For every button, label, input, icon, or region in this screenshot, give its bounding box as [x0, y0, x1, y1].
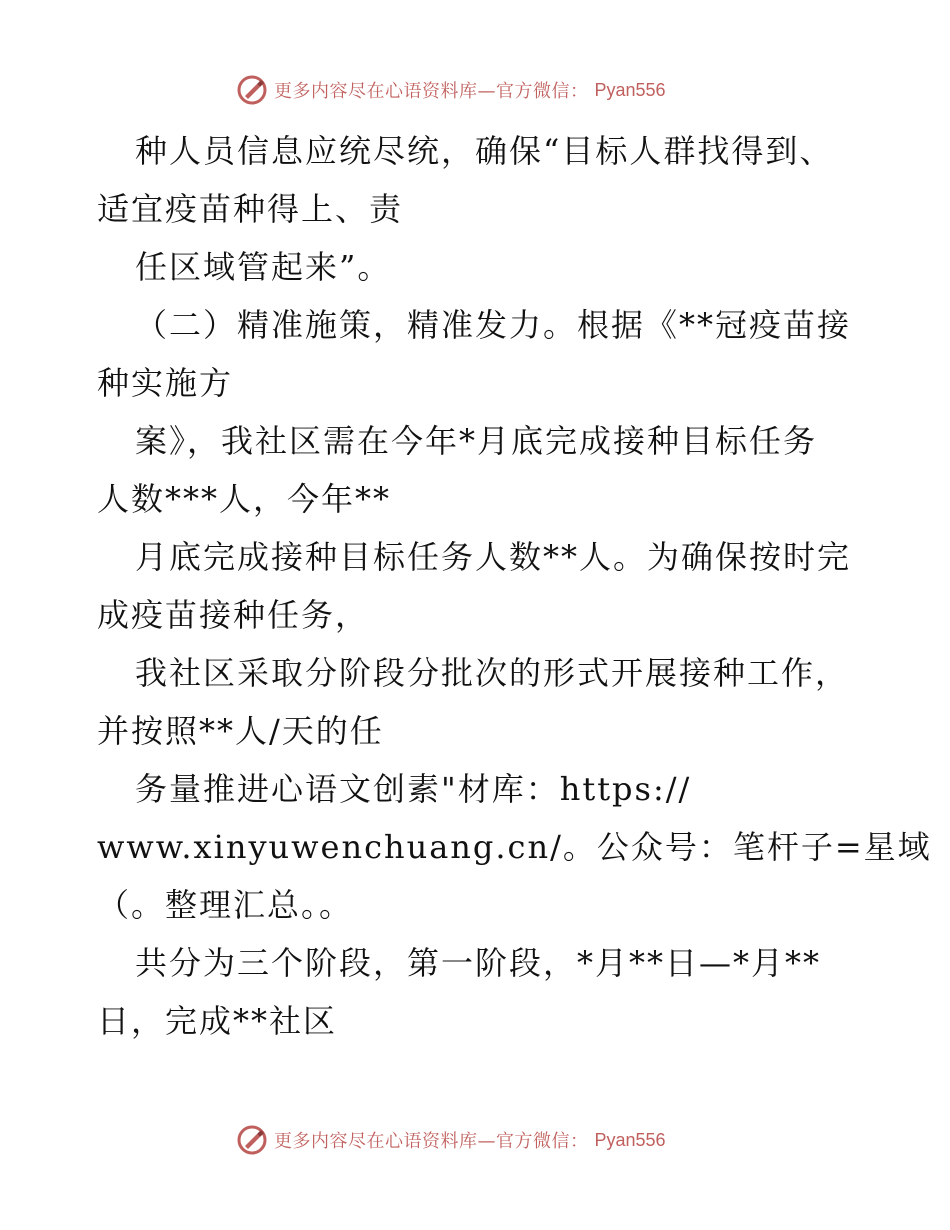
text-line: 任区域管起来”。 [135, 248, 392, 286]
text-line: 并按照**人/天的任 [97, 712, 384, 750]
text-line: 适宜疫苗种得上、责 [97, 190, 404, 228]
text-line: 共分为三个阶段，第一阶段，*月**日—*月** [135, 944, 822, 982]
watermark-wechat-id: Pyan556 [594, 1129, 666, 1150]
text-line: 案》，我社区需在今年*月底完成接种目标任务 [135, 422, 818, 460]
document-body [97, 122, 932, 1050]
text-line: 月底完成接种目标任务人数**人。为确保按时完 [135, 538, 852, 576]
text-line: 人数***人，今年** [97, 480, 392, 518]
watermark-text: 更多内容尽在心语资料库—官方微信： [274, 81, 589, 102]
text-line: 种人员信息应统尽统，确保“目标人群找得到、 [135, 132, 834, 170]
text-line: 日，完成**社区 [97, 1002, 338, 1040]
watermark-text: 更多内容尽在心语资料库—官方微信： [274, 1131, 589, 1152]
footer-watermark [236, 1123, 666, 1157]
text-line: 种实施方 [97, 364, 234, 402]
text-line: 成疫苗接种任务， [97, 596, 370, 634]
watermark-wechat-id: Pyan556 [594, 79, 666, 100]
text-line: （。整理汇总。。 [97, 886, 354, 924]
pen-logo-icon [236, 1124, 268, 1156]
pen-logo-icon [236, 74, 268, 106]
text-line: 务量推进心语文创素"材库：https:// [135, 770, 692, 808]
text-line: 我社区采取分阶段分批次的形式开展接种工作， [135, 654, 850, 692]
text-line: （二）精准施策，精准发力。根据《**冠疫苗接 [135, 306, 852, 344]
header-watermark [236, 73, 666, 107]
text-line: www.xinyuwenchuang.cn/。公众号：笔杆子=星域 [97, 828, 932, 866]
